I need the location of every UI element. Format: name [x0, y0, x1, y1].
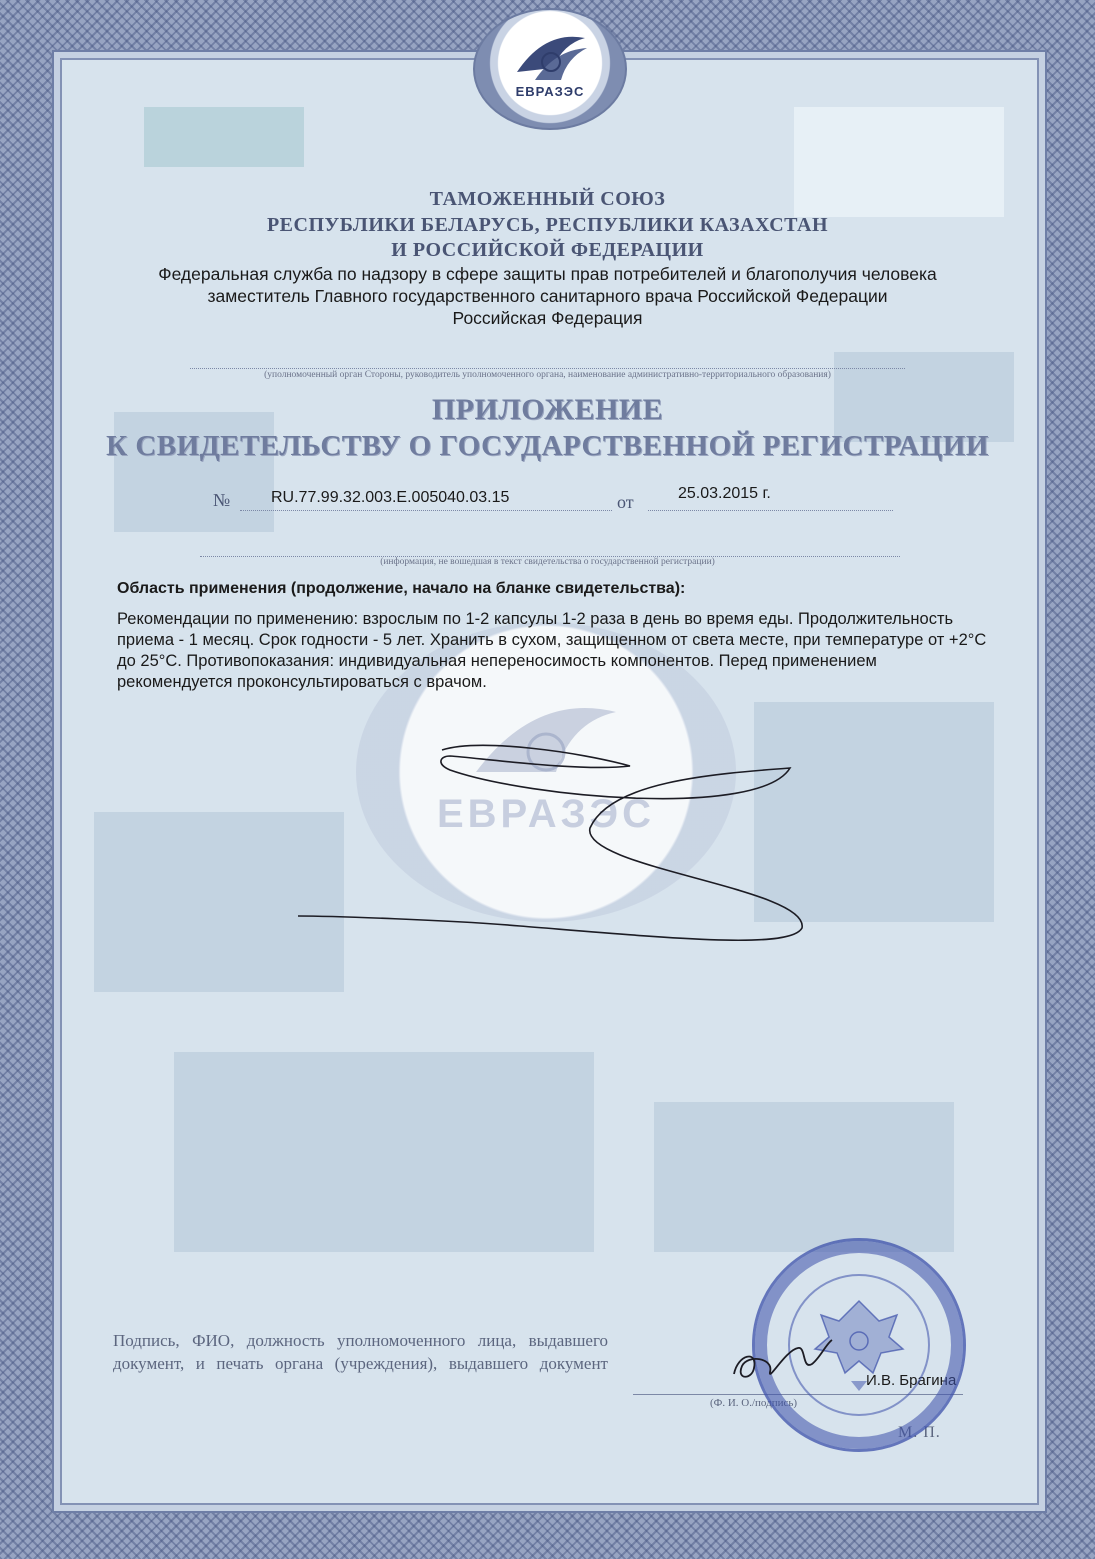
number-label: №: [213, 490, 231, 510]
emblem-label: ЕВРАЗЭС: [515, 84, 585, 99]
document-title: ПРИЛОЖЕНИЕ: [431, 393, 664, 426]
authority-line-3: Российская Федерация: [452, 308, 643, 328]
scope-text: Рекомендации по применению: взрослым по 1-2 капсулы 1-2 раза в день во время еды. Продолжительность приема - 1 месяц. Срок годности - 5 лет. Хранить в сухом, защищенном от света месте, при температуре от +2°С до 25°С. Противопоказания: индивидуальная непереносимость компонентов. Перед применением рекомендуется проконсультироваться с врачом.: [117, 610, 987, 691]
scope-heading: Область применения (продолжение, начало на бланке свидетельства):: [117, 580, 686, 597]
emblem-logo-icon: [475, 10, 625, 128]
info-caption: (информация, не вошедшая в текст свидетельства о государственной регистрации): [380, 557, 715, 567]
header-line-1: ТАМОЖЕННЫЙ СОЮЗ: [429, 188, 666, 210]
hologram-strip: [144, 107, 304, 167]
background-texture: [654, 1102, 954, 1252]
handwritten-signature-small: [728, 1330, 838, 1390]
header-line-3: И РОССИЙСКОЙ ФЕДЕРАЦИИ: [391, 239, 704, 261]
document-subtitle: К СВИДЕТЕЛЬСТВУ О ГОСУДАРСТВЕННОЙ РЕГИСТРАЦИИ: [106, 430, 989, 462]
authority-line-1: Федеральная служба по надзору в сфере защиты прав потребителей и благополучия человека: [158, 264, 937, 284]
evrazes-emblem: [473, 8, 627, 130]
registration-date: 25.03.2015 г.: [678, 485, 771, 502]
signature-label: Подпись, ФИО, должность уполномоченного лица, выдавшего документ, и печать органа (учреждения), выдавшего документ: [113, 1331, 608, 1373]
fio-caption: (Ф. И. О./подпись): [710, 1397, 798, 1409]
mp-label: М. П.: [898, 1424, 941, 1441]
registration-number: RU.77.99.32.003.E.005040.03.15: [271, 489, 510, 506]
header-line-2: РЕСПУБЛИКИ БЕЛАРУСЬ, РЕСПУБЛИКИ КАЗАХСТАН: [266, 214, 829, 236]
authority-line-2: заместитель Главного государственного санитарного врача Российской Федерации: [207, 286, 888, 306]
signer-name: И.В. Брагина: [866, 1372, 957, 1389]
watermark-label: ЕВРАЗЭС: [436, 792, 656, 836]
authority-underline: [190, 368, 905, 369]
date-underline: [648, 510, 893, 511]
number-underline: [240, 510, 612, 511]
handwritten-signature-large: [290, 738, 820, 953]
date-label: от: [617, 492, 634, 512]
authority-caption: (уполномоченный орган Стороны, руководитель уполномоченного органа, наименование административно-территориального образования): [264, 370, 831, 380]
background-texture: [174, 1052, 594, 1252]
